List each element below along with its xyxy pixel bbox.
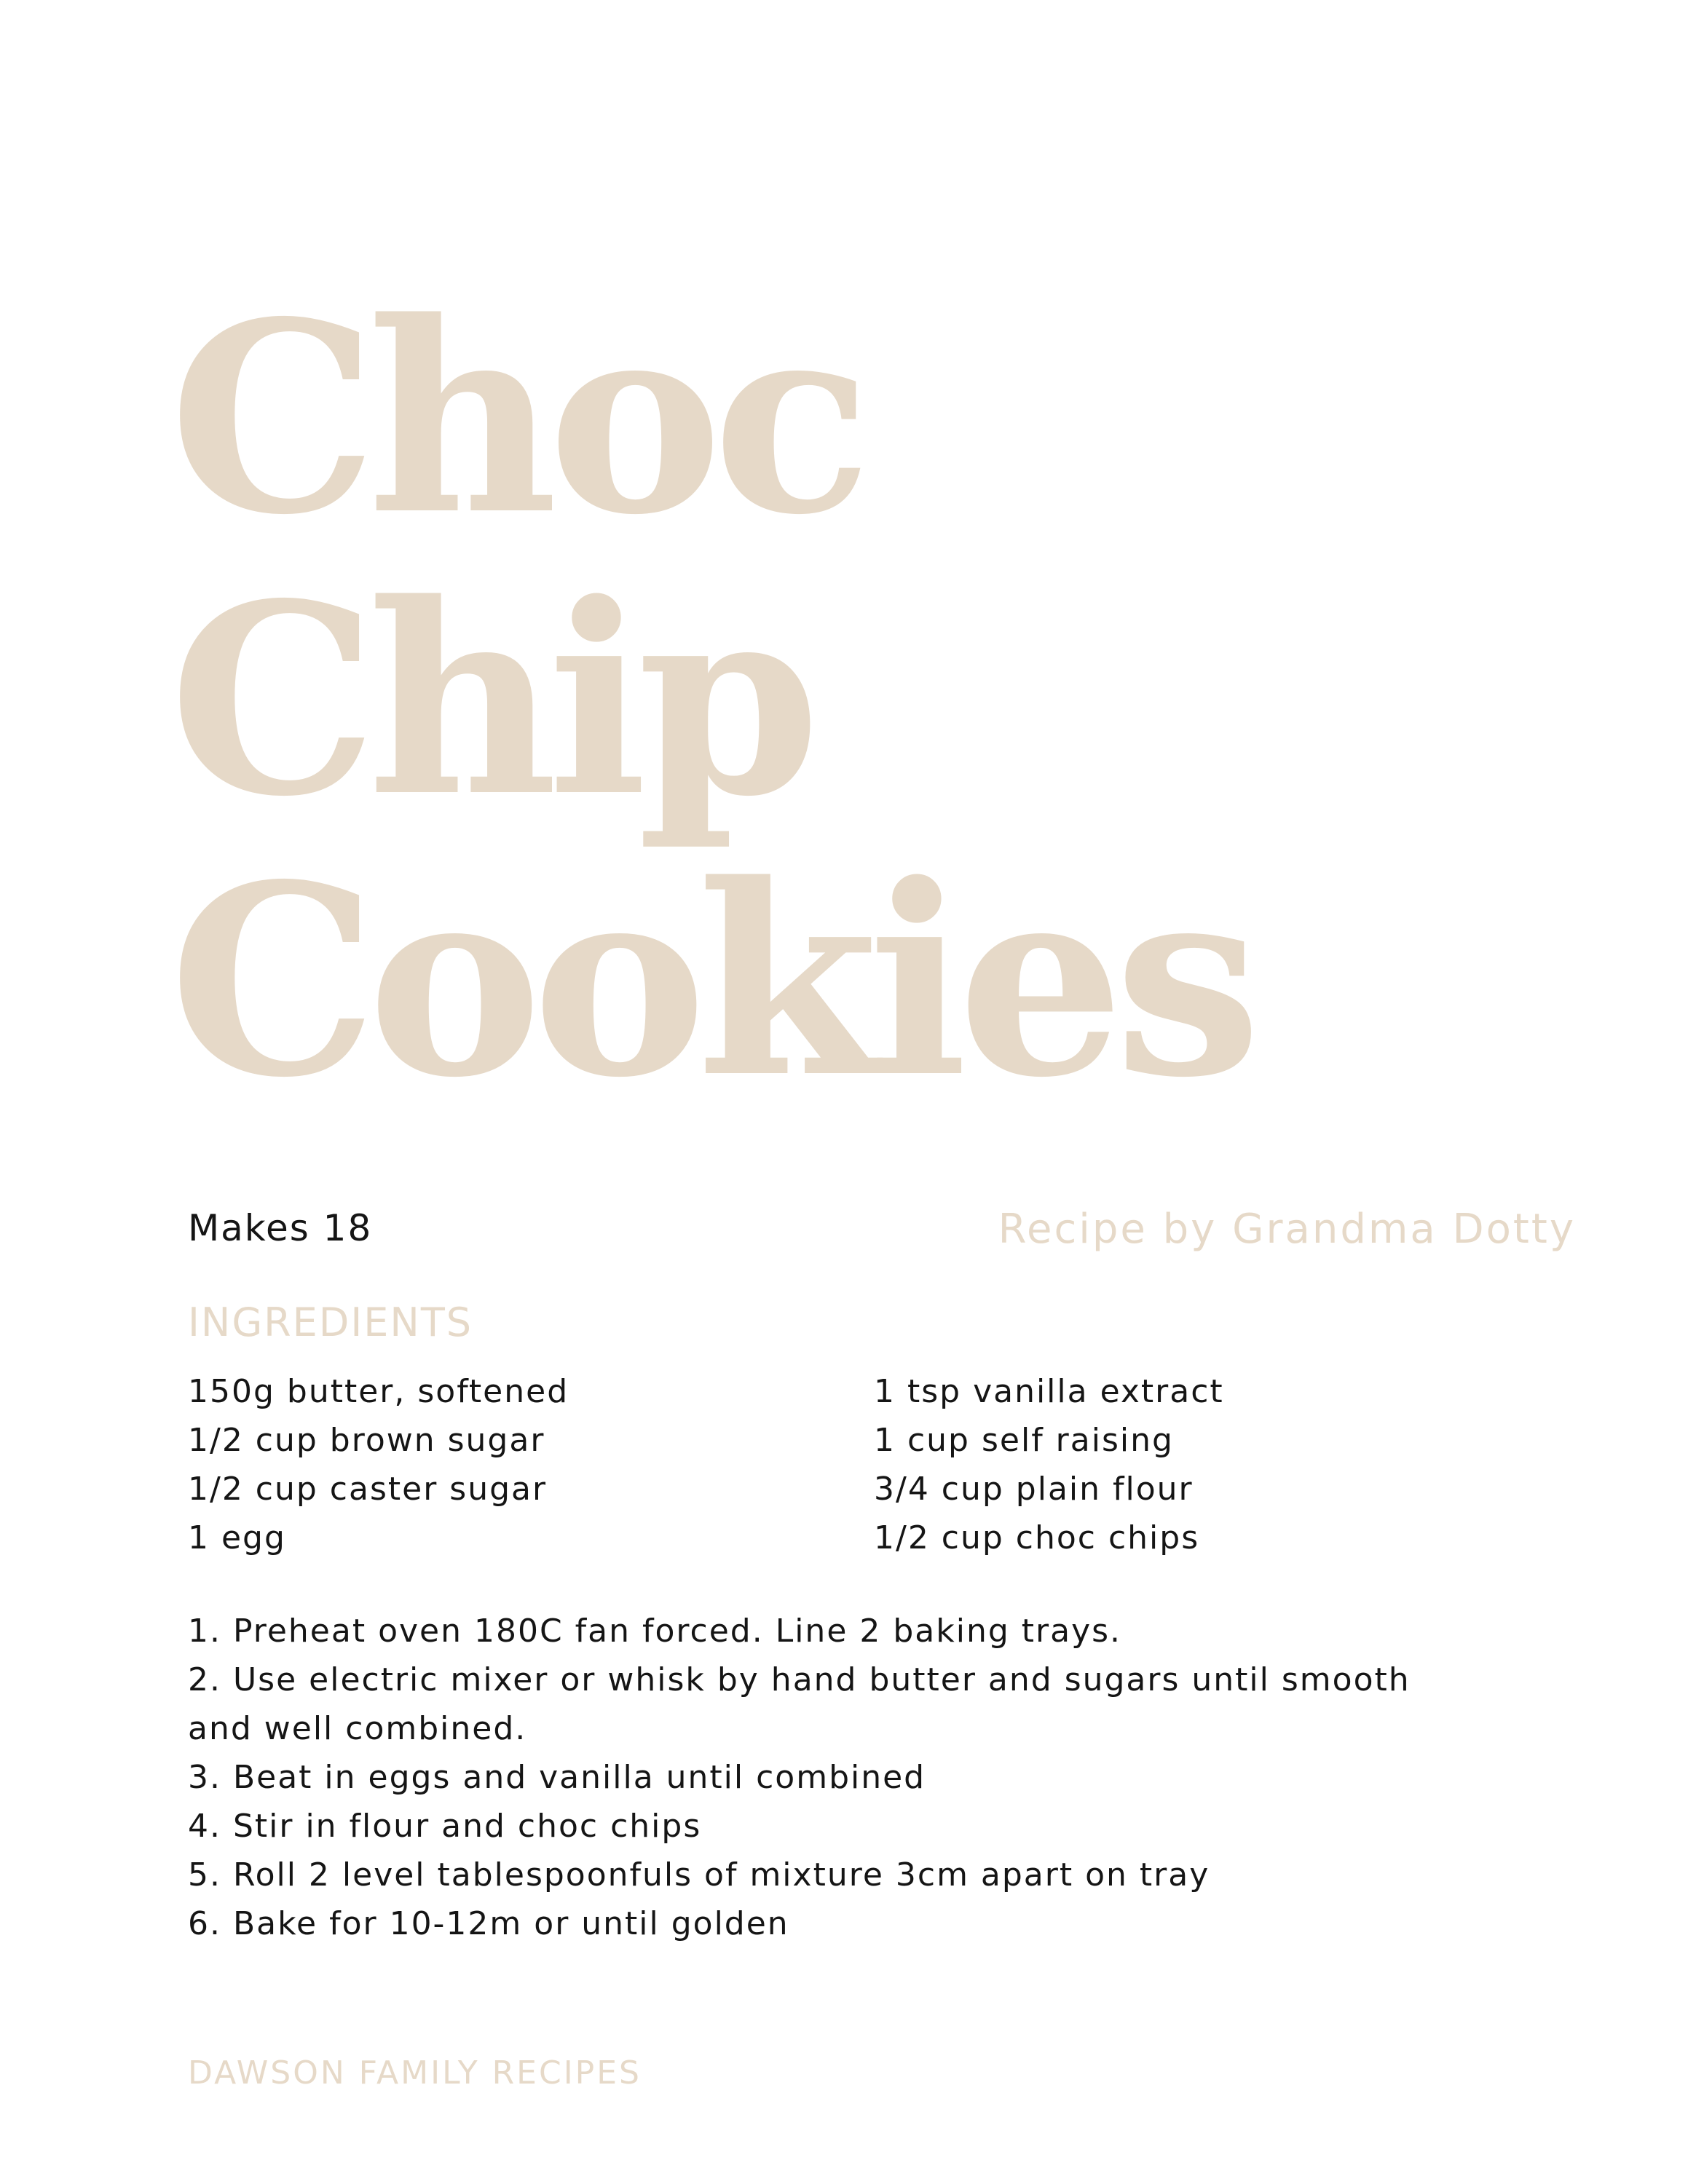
ingredient-item: 1/2 cup brown sugar bbox=[188, 1422, 545, 1459]
method-steps bbox=[188, 1607, 1470, 1948]
recipe-byline: Recipe by Grandma Dotty bbox=[998, 1206, 1576, 1253]
title-line-2: Chip bbox=[169, 546, 811, 854]
ingredient-item: 1/2 cup caster sugar bbox=[188, 1471, 548, 1508]
method-step: 1. Preheat oven 180C fan forced. Line 2 baking trays. bbox=[188, 1613, 1122, 1650]
title-line-1: Choc bbox=[169, 264, 862, 572]
ingredients-list-right bbox=[874, 1367, 1224, 1562]
method-step: 2. Use electric mixer or whisk by hand butter and sugars until smooth and well combined. bbox=[188, 1661, 1411, 1747]
ingredient-item: 3/4 cup plain flour bbox=[874, 1471, 1194, 1508]
ingredient-item: 150g butter, softened bbox=[188, 1373, 569, 1410]
method-step: 6. Bake for 10-12m or until golden bbox=[188, 1905, 789, 1942]
ingredient-item: 1 egg bbox=[188, 1519, 286, 1556]
ingredients-heading: INGREDIENTS bbox=[188, 1299, 473, 1345]
method-step: 5. Roll 2 level tablespoonfuls of mixture 3cm apart on tray bbox=[188, 1856, 1210, 1894]
servings-label: Makes 18 bbox=[188, 1207, 373, 1249]
ingredient-item: 1 tsp vanilla extract bbox=[874, 1373, 1224, 1410]
method-step: 4. Stir in flour and choc chips bbox=[188, 1808, 702, 1845]
method-step: 3. Beat in eggs and vanilla until combined bbox=[188, 1759, 926, 1796]
ingredient-item: 1/2 cup choc chips bbox=[874, 1519, 1200, 1556]
footer-label: DAWSON FAMILY RECIPES bbox=[188, 2054, 642, 2092]
ingredient-item: 1 cup self raising bbox=[874, 1422, 1174, 1459]
title-line-3: Cookies bbox=[169, 827, 1252, 1135]
ingredients-list-left bbox=[188, 1367, 569, 1562]
